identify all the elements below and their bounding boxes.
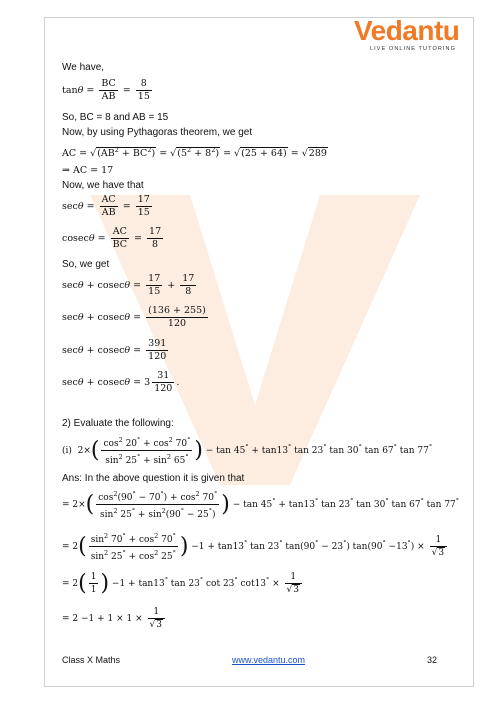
page-number: 32 bbox=[427, 655, 438, 665]
step-3: = 2( $\frac{1}{1}$ ) −1 + tan13° tan 23° cot 23° cot13° × $\frac{1}{√3}$ bbox=[62, 571, 304, 596]
answer-intro: Ans: In the above question it is given that bbox=[62, 473, 245, 484]
step-2: = 2( $\frac{\sin^2 70^\circ + \cos^2 70^\circ}{\sin^2 25^\circ + \cos^2 25^\circ}$ ) −1 + tan13° tan 23° tan(90° − 23°) tan(90° −13°) × $\frac{1}{√3}$ bbox=[62, 530, 449, 563]
eq-sum2: secθ + cosecθ = $\frac{(136 + 255)}{120}$ bbox=[62, 305, 206, 329]
text-we-have: We have, bbox=[62, 62, 105, 73]
eq-sum3: secθ + cosecθ = $\frac{391}{120}$ bbox=[62, 338, 167, 362]
eq-ac: AC = $√(AB^2 + BC^2) = √(5^2 + 8^2) = √(25 + 64) = √289$ bbox=[62, 146, 327, 160]
eq-sum4: secθ + cosecθ = 3 $\frac{31}{120}$ . bbox=[62, 370, 180, 394]
step-4: = 2 −1 + 1 × 1 × $\frac{1}{√3}$ bbox=[62, 606, 167, 631]
eq-sum1: secθ + cosecθ = $\frac{17}{15}$ + $\frac{17}{8}$ bbox=[62, 273, 195, 297]
text-now-pyth: Now, by using Pythagoras theorem, we get bbox=[62, 127, 253, 138]
logo-tagline: LIVE ONLINE TUTORING bbox=[370, 46, 456, 52]
footer-class: Class X Maths bbox=[62, 655, 121, 665]
text-so-bc: So, BC = 8 and AB = 15 bbox=[62, 112, 169, 123]
text-so-get: So, we get bbox=[62, 259, 110, 270]
text-now-have: Now, we have that bbox=[62, 180, 144, 191]
logo-wordmark: Vedantu bbox=[354, 15, 460, 46]
question-2-heading: 2) Evaluate the following: bbox=[62, 418, 174, 429]
eq-cosec: cosecθ = $\frac{AC}{BC}$ = $\frac{17}{8}$ bbox=[62, 226, 162, 250]
question-2i: (i) 2×( $\frac{\cos^2 20^\circ + \cos^2 70^\circ}{\sin^2 25^\circ + \sin^2 65^\circ}$ ) − tan 45° + tan13° tan 23° tan 30° tan 67° tan 77° bbox=[62, 436, 433, 466]
footer-link[interactable]: www.vedantu.com bbox=[232, 655, 306, 665]
eq-tan: tanθ = $\frac{BC}{AB}$ = $\frac{8}{15}$ bbox=[62, 78, 150, 102]
eq-sec: secθ = $\frac{AC}{AB}$ = $\frac{17}{15}$ bbox=[62, 194, 150, 218]
vedantu-logo bbox=[354, 16, 464, 56]
eq-ac17: ⇒ AC = 17 bbox=[62, 165, 114, 176]
step-1: = 2×( $\frac{\cos^2(90^\circ - 70^\circ) + \cos^2 70^\circ}{\sin^2 25^\circ + \sin^2(90^\circ - 25^\circ)}$ ) − tan 45° + tan13° tan 23° tan 30° tan 67° tan 77° bbox=[62, 490, 460, 520]
